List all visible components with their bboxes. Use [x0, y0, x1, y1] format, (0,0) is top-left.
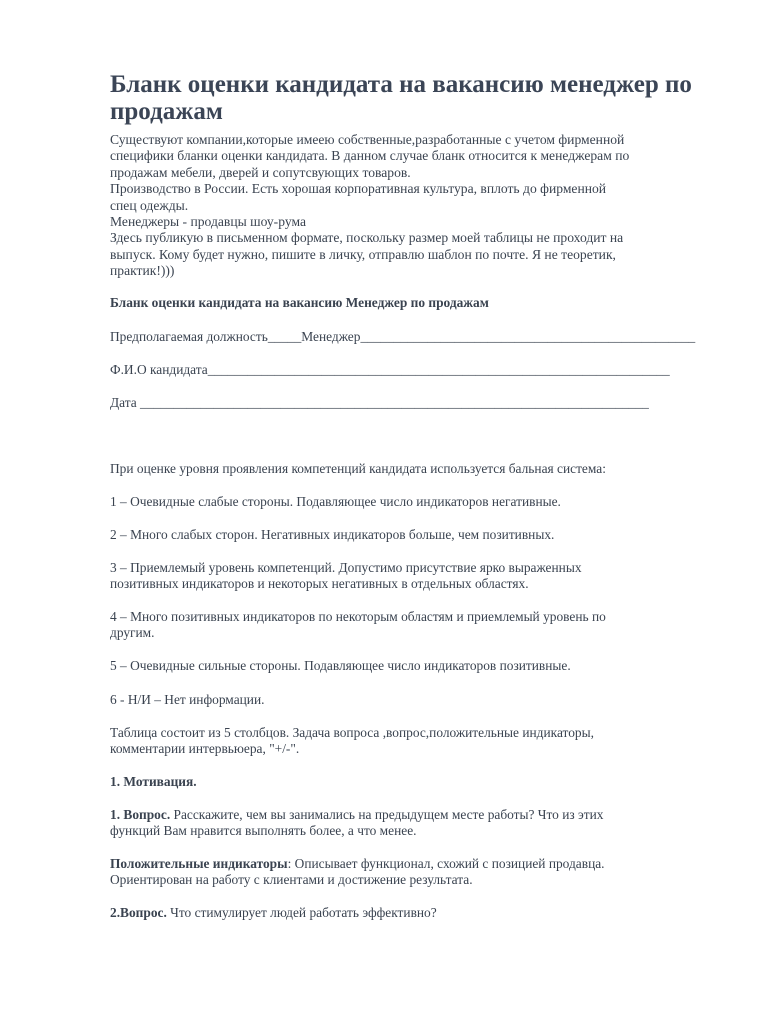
- scale-item-4-line-2: другим.: [110, 625, 155, 640]
- intro-line: продажам мебели, дверей и сопутсвующих товаров.: [110, 164, 411, 180]
- scale-item-5: 5 – Очевидные сильные стороны. Подавляющее число индикаторов позитивные.: [110, 658, 571, 673]
- question-1-line-1: [110, 807, 603, 823]
- intro-line: Производство в России. Есть хорошая корпоративная культура, вплоть до фирменной: [110, 181, 607, 197]
- title-line-1: Бланк оценки кандидата на вакансию менеджер по: [110, 71, 692, 98]
- intro-line: выпуск. Кому будет нужно, пишите в личку, отправлю шаблон по почте. Я не теоретик,: [110, 246, 616, 262]
- table-description-line-1: Таблица состоит из 5 столбцов. Задача вопроса ,вопрос,положительные индикаторы,: [110, 725, 594, 740]
- position-field: Предполагаемая должность_____Менеджер__________________________________________________: [110, 329, 696, 344]
- question-1-text: Расскажите, чем вы занимались на предыдущем месте работы? Что из этих: [170, 807, 604, 822]
- table-description-line-2: комментарии интервьюера, "+/-".: [110, 741, 300, 756]
- scale-item-1: 1 – Очевидные слабые стороны. Подавляющее число индикаторов негативные.: [110, 494, 561, 509]
- positive-indicators-label: Положительные индикаторы: [110, 856, 288, 871]
- scale-intro: При оценке уровня проявления компетенций кандидата используется бальная система:: [110, 461, 606, 476]
- question-1-line-2: функций Вам нравится выполнять более, а что менее.: [110, 823, 417, 838]
- intro-paragraph: [110, 132, 710, 280]
- intro-line: Здесь публикую в письменном формате, поскольку размер моей таблицы не проходит на: [110, 230, 624, 246]
- question-2-text: Что стимулирует людей работать эффективно?: [166, 905, 437, 920]
- section-heading-motivation: 1. Мотивация.: [110, 774, 197, 789]
- date-field: Дата ____________________________________________________________________________: [110, 395, 649, 410]
- positive-indicators-text: : Описывает функционал, схожий с позицией продавца.: [287, 856, 605, 871]
- intro-line: специфики бланки оценки кандидата. В данном случае бланк относится к менеджерам по: [110, 148, 630, 164]
- intro-line: спец одежды.: [110, 197, 189, 213]
- intro-line: Менеджеры - продавцы шоу-рума: [110, 214, 306, 230]
- scale-item-6: 6 - Н/И – Нет информации.: [110, 692, 265, 707]
- form-title: Бланк оценки кандидата на вакансию Менеджер по продажам: [110, 295, 489, 310]
- candidate-name-field: Ф.И.О кандидата_____________________________________________________________________: [110, 362, 670, 377]
- scale-item-4-line-1: 4 – Много позитивных индикаторов по некоторым областям и приемлемый уровень по: [110, 609, 606, 624]
- question-1-label: 1. Вопрос.: [110, 807, 171, 822]
- positive-indicators-line-1: [110, 856, 605, 872]
- intro-line: практик!))): [110, 263, 175, 279]
- document-title: [110, 71, 730, 125]
- scale-item-2: 2 – Много слабых сторон. Негативных индикаторов больше, чем позитивных.: [110, 527, 555, 542]
- scale-item-3-line-2: позитивных индикаторов и некоторых негативных в отдельных областях.: [110, 576, 529, 591]
- intro-line: Существуют компании,которые имеею собственные,разработанные с учетом фирменной: [110, 132, 625, 147]
- scale-item-3-line-1: 3 – Приемлемый уровень компетенций. Допустимо присутствие ярко выраженных: [110, 560, 582, 575]
- positive-indicators-line-2: Ориентирован на работу с клиентами и достижение результата.: [110, 872, 473, 887]
- title-line-2: продажам: [110, 98, 223, 125]
- question-2-line: [110, 905, 437, 921]
- question-2-label: 2.Вопрос.: [110, 905, 167, 920]
